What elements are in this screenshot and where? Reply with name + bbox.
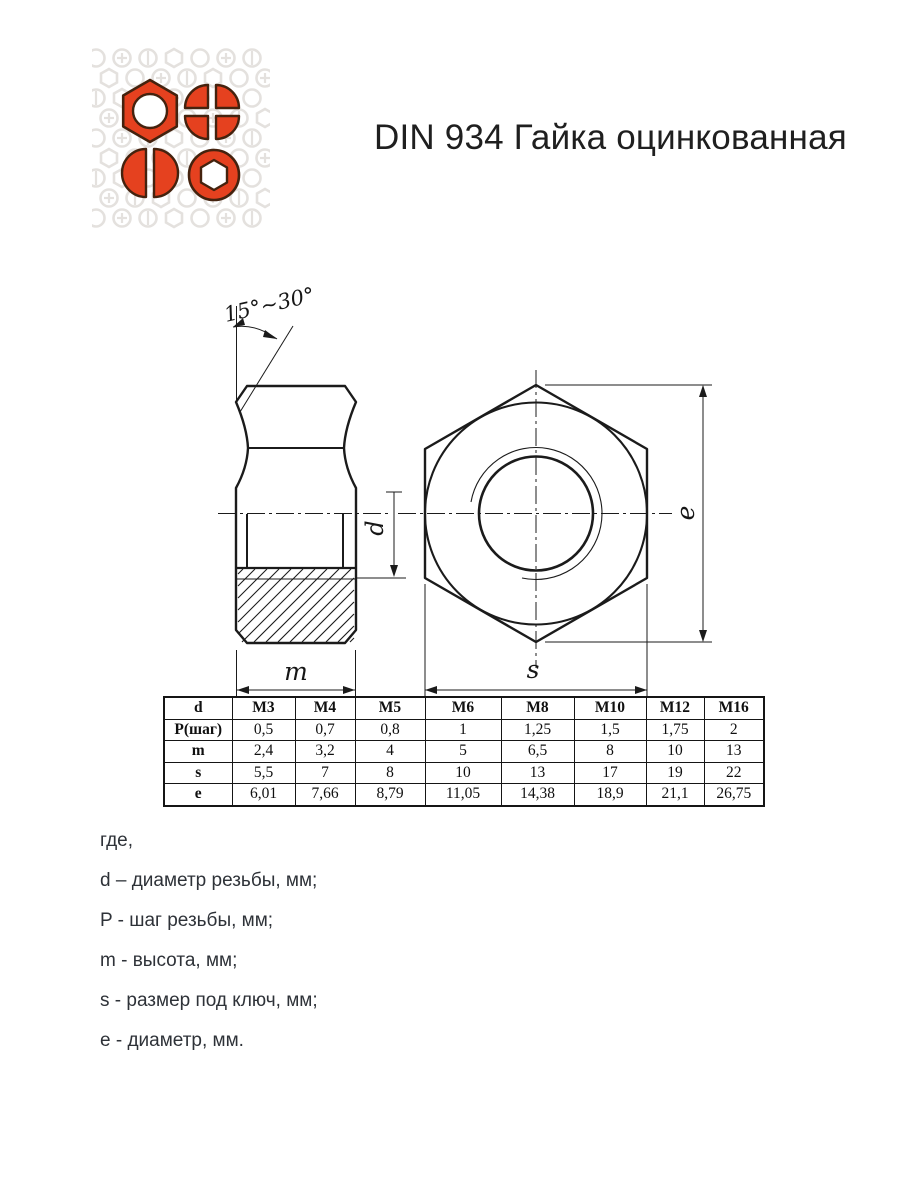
spec-cell: 8: [355, 762, 425, 784]
spec-cell: e: [164, 784, 232, 806]
spec-table-container: [163, 696, 765, 807]
dimension-s-label: s: [526, 655, 540, 684]
spec-header-cell: d: [164, 697, 232, 719]
nut-side-view: [218, 386, 392, 643]
legend-item: m - высота, мм;: [100, 950, 238, 971]
dimension-e-label: e: [671, 505, 700, 521]
spec-cell: 8: [574, 741, 646, 763]
legend-item: s - размер под ключ, мм;: [100, 990, 318, 1011]
chamfer-angle-callout: [222, 283, 317, 412]
spec-cell: 5,5: [232, 762, 295, 784]
spec-cell: P(шаг): [164, 719, 232, 741]
spec-cell: 7,66: [295, 784, 355, 806]
spec-cell: 3,2: [295, 741, 355, 763]
spec-cell: 19: [646, 762, 704, 784]
legend-item: e - диаметр, мм.: [100, 1030, 244, 1051]
spec-cell: 0,8: [355, 719, 425, 741]
angle-label: 15°~30°: [221, 282, 317, 327]
spec-cell: s: [164, 762, 232, 784]
spec-cell: 14,38: [501, 784, 574, 806]
spec-cell: 18,9: [574, 784, 646, 806]
page-title: DIN 934 Гайка оцинкованная: [374, 118, 847, 157]
legend: [100, 830, 318, 1070]
legend-item: d – диаметр резьбы, мм;: [100, 870, 318, 891]
spec-cell: 0,5: [232, 719, 295, 741]
spec-header-cell: M8: [501, 697, 574, 719]
spec-cell: 10: [646, 741, 704, 763]
spec-cell: 6,5: [501, 741, 574, 763]
spec-cell: 1,25: [501, 719, 574, 741]
spec-cell: 0,7: [295, 719, 355, 741]
spec-cell: 22: [704, 762, 764, 784]
spec-cell: 1,5: [574, 719, 646, 741]
dimension-m-label: m: [284, 657, 308, 686]
spec-cell: 6,01: [232, 784, 295, 806]
spec-table: [163, 696, 765, 807]
spec-cell: 26,75: [704, 784, 764, 806]
section-hatching: [238, 569, 354, 642]
spec-cell: 2,4: [232, 741, 295, 763]
spec-header-cell: M5: [355, 697, 425, 719]
spec-cell: 5: [425, 741, 501, 763]
dimension-e: [545, 385, 712, 642]
spec-cell: 1: [425, 719, 501, 741]
spec-header-cell: M16: [704, 697, 764, 719]
spec-header-cell: M3: [232, 697, 295, 719]
nut-front-view: [398, 370, 672, 668]
spec-cell: 2: [704, 719, 764, 741]
spec-cell: 21,1: [646, 784, 704, 806]
spec-cell: 13: [704, 741, 764, 763]
legend-item: P - шаг резьбы, мм;: [100, 910, 274, 931]
legend-intro: где,: [100, 830, 134, 851]
dimension-d-label: d: [361, 520, 389, 536]
spec-header-cell: M6: [425, 697, 501, 719]
spec-cell: 10: [425, 762, 501, 784]
spec-cell: 17: [574, 762, 646, 784]
dimension-d: [357, 492, 406, 578]
spec-cell: 8,79: [355, 784, 425, 806]
spec-header-cell: M10: [574, 697, 646, 719]
spec-cell: 7: [295, 762, 355, 784]
spec-cell: 4: [355, 741, 425, 763]
dimension-m: [237, 650, 356, 698]
spec-cell: 13: [501, 762, 574, 784]
spec-cell: m: [164, 741, 232, 763]
spec-cell: 11,05: [425, 784, 501, 806]
spec-cell: 1,75: [646, 719, 704, 741]
spec-header-cell: M12: [646, 697, 704, 719]
spec-header-cell: M4: [295, 697, 355, 719]
